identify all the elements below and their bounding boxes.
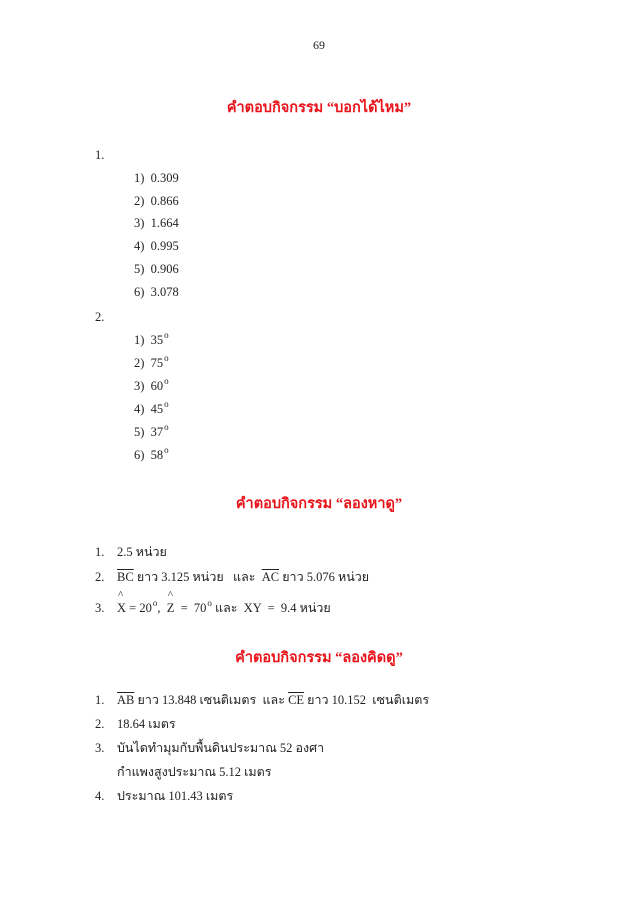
degree-symbol: o: [164, 376, 169, 386]
q1-item-5-value: 0.906: [150, 262, 179, 276]
answer-text: = 70: [174, 601, 207, 615]
answer-text: ยาว 3.125 หน่วย และ: [133, 570, 262, 584]
q1-item-2-num: 2): [134, 194, 145, 208]
angle-x: X: [117, 601, 127, 615]
q1-item-6: [134, 285, 179, 300]
q2-item-6-value: 58: [150, 448, 164, 462]
q2-item-4-value: 45: [150, 402, 164, 416]
section3-answer-1: [95, 690, 429, 710]
degree-symbol: o: [207, 598, 212, 608]
q1-item-6-num: 6): [134, 285, 145, 299]
section1-heading: คำตอบกิจกรรม “บอกได้ไหม”: [226, 100, 412, 116]
degree-symbol: o: [152, 598, 158, 608]
q1-item-4-value: 0.995: [150, 239, 179, 253]
answer-text: ยาว 5.076 หน่วย: [279, 570, 370, 584]
answer-text: 18.64 เมตร: [117, 717, 176, 731]
q2-item-6: [134, 445, 169, 463]
q2-item-4-num: 4): [134, 402, 145, 416]
q2-item-5: [134, 422, 169, 440]
q1-item-2-value: 0.866: [150, 194, 179, 208]
q2-item-3: [134, 376, 169, 394]
page-number: 69: [313, 38, 325, 52]
q1-item-3-num: 3): [134, 216, 145, 230]
q2-item-1-num: 1): [134, 333, 145, 347]
q1-item-3: [134, 216, 179, 231]
answer-text: = 20: [126, 601, 152, 615]
q2-item-5-num: 5): [134, 425, 145, 439]
q1-item-4-num: 4): [134, 239, 145, 253]
degree-symbol: o: [164, 445, 169, 455]
answer-text: ยาว 10.152 เซนติเมตร: [304, 693, 430, 707]
answer-text: และ XY = 9.4 หน่วย: [211, 601, 331, 615]
answer-text: ประมาณ 101.43 เมตร: [117, 789, 234, 803]
answer-number: 1.: [95, 693, 105, 707]
answer-number: 2.: [95, 570, 105, 584]
q1-item-5: [134, 262, 179, 277]
section2-answer-3: [95, 589, 331, 618]
answer-number: 1.: [95, 545, 105, 559]
q2-item-3-value: 60: [150, 379, 164, 393]
section3-answer-3-line-2: กำแพงสูงประมาณ 5.12 เมตร: [117, 765, 272, 779]
section3-answer-2: [95, 714, 176, 734]
answer-number: 4.: [95, 789, 105, 803]
q2-item-6-num: 6): [134, 448, 145, 462]
section3-answer-4: [95, 786, 233, 806]
q2-item-2-num: 2): [134, 356, 145, 370]
q1-item-4: [134, 239, 179, 254]
comma: ,: [157, 601, 161, 615]
segment-ce: $\overline{CE}$: [288, 693, 305, 707]
segment-ac: $\overline{AC}$: [261, 570, 280, 584]
q2-item-2: [134, 353, 169, 371]
q2-item-1: [134, 330, 169, 348]
answer-text: 2.5 หน่วย: [117, 545, 167, 559]
q1-item-1: [134, 171, 179, 186]
section3-answer-3: [95, 738, 324, 758]
degree-symbol: o: [164, 422, 169, 432]
q1-item-6-value: 3.078: [150, 285, 179, 299]
section2-heading: คำตอบกิจกรรม “ลองหาดู”: [235, 496, 403, 512]
degree-symbol: o: [164, 353, 169, 363]
q1-item-1-value: 0.309: [150, 171, 179, 185]
degree-symbol: o: [164, 399, 169, 409]
q2-item-1-value: 35: [150, 333, 164, 347]
section2-answer-1: [95, 542, 167, 562]
question-2-number: 2.: [95, 310, 105, 324]
q2-item-5-value: 37: [150, 425, 164, 439]
hat-symbol: ^: [118, 589, 124, 601]
question-1-number: 1.: [95, 148, 105, 162]
q1-item-3-value: 1.664: [150, 216, 179, 230]
answer-number: 2.: [95, 717, 105, 731]
segment-bc: $\overline{BC}$: [117, 570, 134, 584]
answer-text: บันไดทำมุมกับพื้นดินประมาณ 52 องศา: [117, 741, 325, 755]
section2-answer-2: [95, 567, 369, 587]
q1-item-1-num: 1): [134, 171, 145, 185]
answer-text: ยาว 13.848 เซนติเมตร และ: [134, 693, 289, 707]
q2-item-4: [134, 399, 169, 417]
q1-item-2: [134, 194, 179, 209]
angle-z: Z: [166, 601, 175, 615]
answer-number: 3.: [95, 741, 105, 755]
segment-ab: $\overline{AB}$: [117, 693, 135, 707]
section3-heading: คำตอบกิจกรรม “ลองคิดดู”: [235, 650, 403, 666]
answer-number: 3.: [95, 601, 105, 615]
q2-item-2-value: 75: [150, 356, 164, 370]
hat-symbol: ^: [167, 589, 173, 601]
q1-item-5-num: 5): [134, 262, 145, 276]
q2-item-3-num: 3): [134, 379, 145, 393]
degree-symbol: o: [164, 330, 169, 340]
